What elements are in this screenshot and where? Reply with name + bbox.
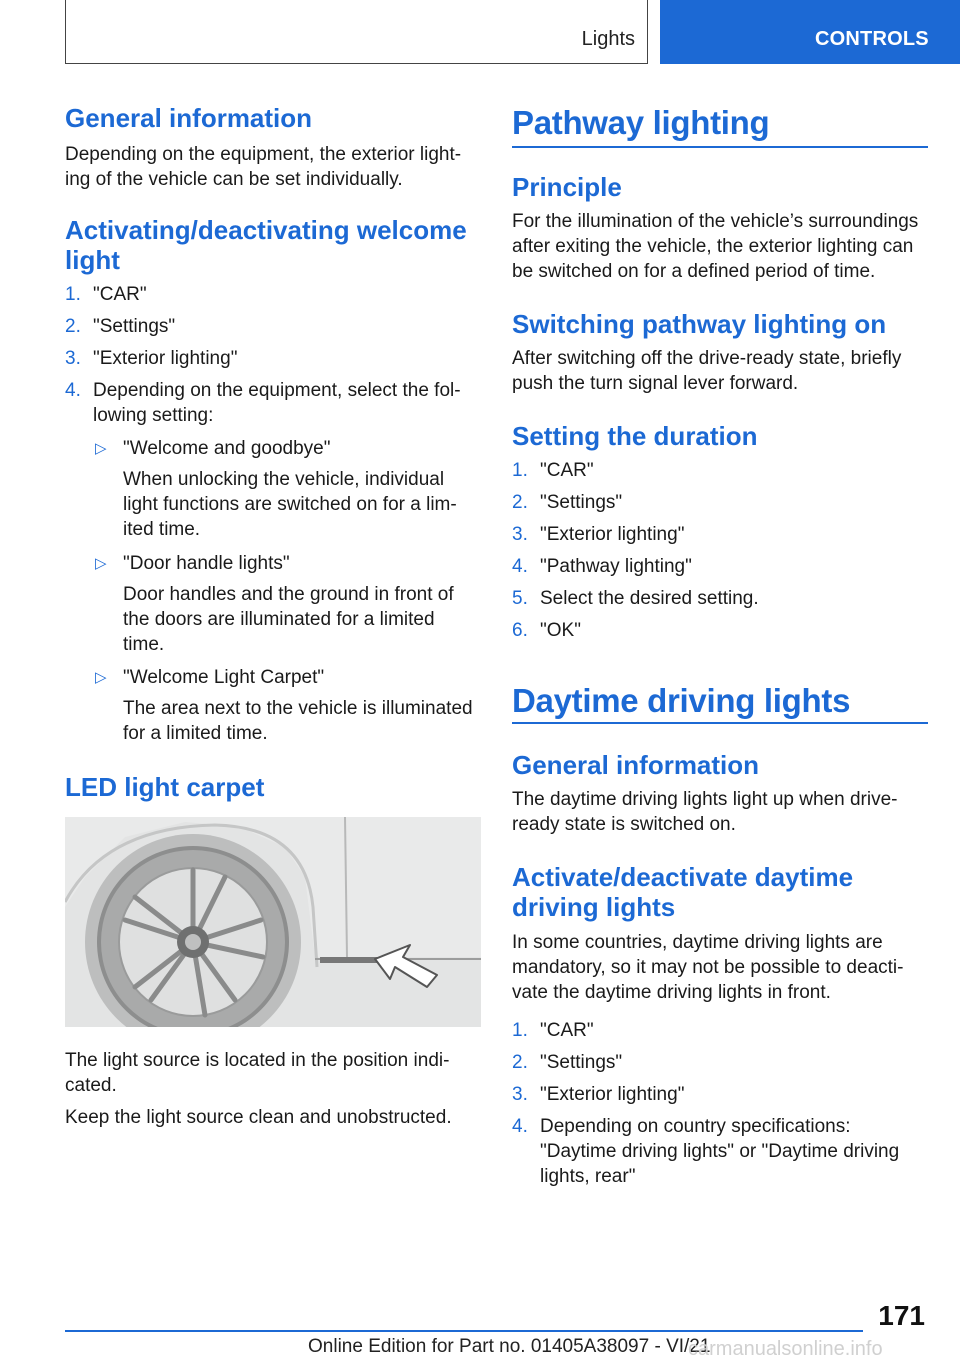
welcome-light-heading: Activating/deactivating welcome light: [65, 215, 467, 275]
daytime-step-4: [512, 1114, 928, 1189]
car-wheel-illustration: [65, 817, 481, 1027]
activate-daytime-heading: Activate/deactivate daytime driving lights: [512, 862, 854, 922]
daytime-step-3: [512, 1082, 928, 1107]
step-number: 1.: [512, 1020, 528, 1041]
triangle-bullet-icon: ▷: [95, 669, 107, 686]
step-number: 3.: [512, 1084, 528, 1105]
option-description: When unlocking the vehicle, individual light functions are switched on for a lim-ited time.: [123, 469, 457, 540]
option-description: The area next to the vehicle is illuminated for a limited time.: [123, 698, 473, 744]
step-number: 4.: [65, 380, 81, 401]
led-light-carpet-illustration: [65, 817, 481, 1027]
triangle-bullet-icon: ▷: [95, 555, 107, 572]
pathway-lighting-title: Pathway lighting: [512, 104, 770, 141]
step-label: "CAR": [93, 284, 147, 305]
step-number: 2.: [512, 492, 528, 513]
section-divider: [512, 146, 928, 148]
daytime-step-1: [512, 1018, 928, 1043]
step-label: "Settings": [93, 316, 176, 337]
step-number: 1.: [512, 460, 528, 481]
step-label: Depending on the equipment, select the fol-lowing setting:: [93, 380, 461, 426]
step-number: 4.: [512, 556, 528, 577]
welcome-option-2: [93, 551, 477, 657]
step-label: "Settings": [540, 1052, 623, 1073]
welcome-option-3: [93, 665, 477, 746]
option-label: "Door handle lights": [123, 553, 290, 574]
step-number: 3.: [65, 348, 81, 369]
step-label: "OK": [540, 620, 581, 641]
general-information-heading: General information: [65, 103, 313, 133]
duration-step-5: [512, 586, 928, 611]
welcome-option-1: [93, 436, 477, 542]
page-number: 171: [878, 1300, 925, 1331]
activate-daytime-text: In some countries, daytime driving lights are mandatory, so it may not be possible to deacti-vate the daytime driving lights in front.: [512, 932, 904, 1003]
step-label: "Exterior lighting": [93, 348, 238, 369]
general-information-text: Depending on the equipment, the exterior light-ing of the vehicle can be set individually.: [65, 144, 462, 190]
welcome-step-1: [65, 282, 477, 307]
step-label: "CAR": [540, 460, 594, 481]
daytime-general-text: The daytime driving lights light up when drive-ready state is switched on.: [512, 789, 898, 835]
step-label: "Exterior lighting": [540, 524, 685, 545]
principle-heading: Principle: [512, 172, 622, 202]
section-divider: [512, 722, 928, 724]
welcome-step-4: [65, 378, 477, 428]
step-number: 2.: [512, 1052, 528, 1073]
step-label: "Exterior lighting": [540, 1084, 685, 1105]
header-chapter-tab[interactable]: CONTROLS: [660, 0, 960, 64]
duration-step-2: [512, 490, 928, 515]
step-number: 6.: [512, 620, 528, 641]
duration-step-4: [512, 554, 928, 579]
option-label: "Welcome and goodbye": [123, 438, 331, 459]
led-light-carpet-heading: LED light carpet: [65, 772, 265, 802]
step-number: 3.: [512, 524, 528, 545]
option-description: Door handles and the ground in front of the doors are illuminated for a limited time.: [123, 584, 454, 655]
duration-step-6: [512, 618, 928, 643]
step-number: 4.: [512, 1116, 528, 1137]
welcome-step-3: [65, 346, 477, 371]
step-label: "Settings": [540, 492, 623, 513]
header-section-box: [65, 0, 648, 64]
principle-text: For the illumination of the vehicle’s surroundings after exiting the vehicle, the exterior lighting can be switched on for a defined period of time.: [512, 211, 919, 282]
duration-step-3: [512, 522, 928, 547]
header-section-title: Lights: [581, 28, 635, 50]
step-label: Depending on country specifications: "Daytime driving lights" or "Daytime driving lights, rear": [540, 1116, 900, 1187]
led-light-carpet-note: Keep the light source clean and unobstructed.: [65, 1107, 452, 1128]
step-number: 5.: [512, 588, 528, 609]
daytime-driving-lights-title: Daytime driving lights: [512, 682, 851, 719]
step-number: 2.: [65, 316, 81, 337]
duration-step-1: [512, 458, 928, 483]
watermark-text: carmanualsonline.info: [688, 1338, 883, 1360]
switching-pathway-text: After switching off the drive-ready state, briefly push the turn signal lever forward.: [512, 348, 902, 394]
footer-divider: [65, 1330, 863, 1332]
triangle-bullet-icon: ▷: [95, 440, 107, 457]
led-light-carpet-caption: The light source is located in the position indi-cated.: [65, 1050, 450, 1096]
option-label: "Welcome Light Carpet": [123, 667, 325, 688]
step-label: "CAR": [540, 1020, 594, 1041]
daytime-step-2: [512, 1050, 928, 1075]
step-number: 1.: [65, 284, 81, 305]
daytime-general-heading: General information: [512, 750, 760, 780]
step-label: Select the desired setting.: [540, 588, 759, 609]
switching-pathway-heading: Switching pathway lighting on: [512, 309, 887, 339]
setting-duration-heading: Setting the duration: [512, 421, 758, 451]
footer-edition-text: Online Edition for Part no. 01405A38097 - VI/21: [308, 1336, 711, 1357]
step-label: "Pathway lighting": [540, 556, 692, 577]
welcome-step-2: [65, 314, 477, 339]
